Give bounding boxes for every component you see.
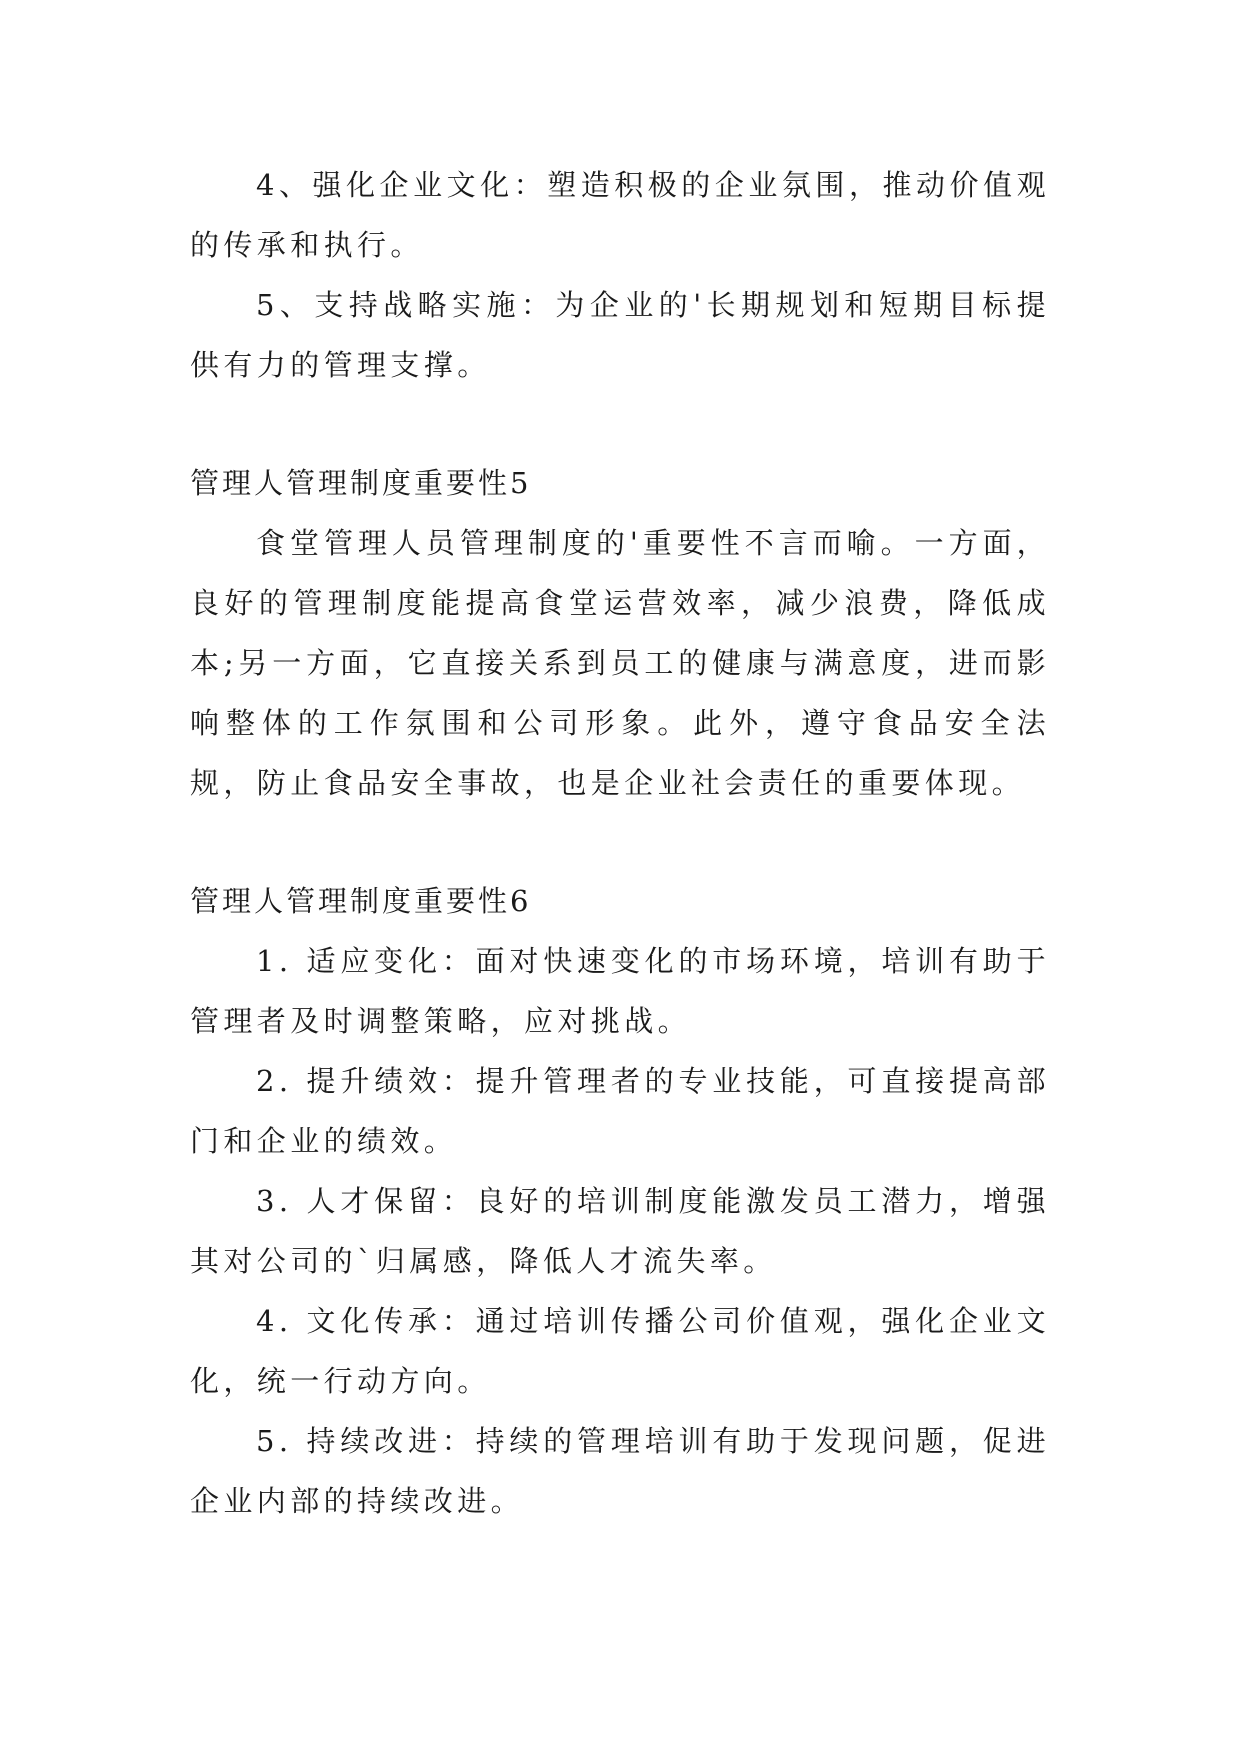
- list-item-adapt-change: 1. 适应变化：面对快速变化的市场环境，培训有助于管理者及时调整策略，应对挑战。: [190, 944, 1050, 1038]
- section-5-paragraph: 食堂管理人员管理制度的'重要性不言而喻。一方面，良好的管理制度能提高食堂运营效率，减少浪费，降低成本;另一方面，它直接关系到员工的健康与满意度，进而影响整体的工作氛围和公司形象。此外，遵守食品安全法规，防止食品安全事故，也是企业社会责任的重要体现。: [190, 526, 1050, 800]
- section-heading-6: 管理人管理制度重要性6: [190, 884, 532, 918]
- list-item-continuous-improvement: 5. 持续改进：持续的管理培训有助于发现问题，促进企业内部的持续改进。: [190, 1424, 1050, 1518]
- list-item-culture-inheritance: 4. 文化传承：通过培训传播公司价值观，强化企业文化，统一行动方向。: [190, 1304, 1050, 1398]
- document-body: [190, 155, 1050, 1531]
- list-item-improve-performance: 2. 提升绩效：提升管理者的专业技能，可直接提高部门和企业的绩效。: [190, 1064, 1050, 1158]
- section-spacer: [190, 813, 1050, 871]
- list-item-support-strategy: 5、支持战略实施：为企业的'长期规划和短期目标提供有力的管理支撑。: [190, 288, 1050, 382]
- list-item-strengthen-culture: 4、强化企业文化：塑造积极的企业氛围，推动价值观的传承和执行。: [190, 168, 1050, 262]
- list-item-talent-retention: 3. 人才保留：良好的培训制度能激发员工潜力，增强其对公司的`归属感，降低人才流失率。: [190, 1184, 1050, 1278]
- section-heading-5: 管理人管理制度重要性5: [190, 466, 532, 500]
- section-spacer: [190, 395, 1050, 453]
